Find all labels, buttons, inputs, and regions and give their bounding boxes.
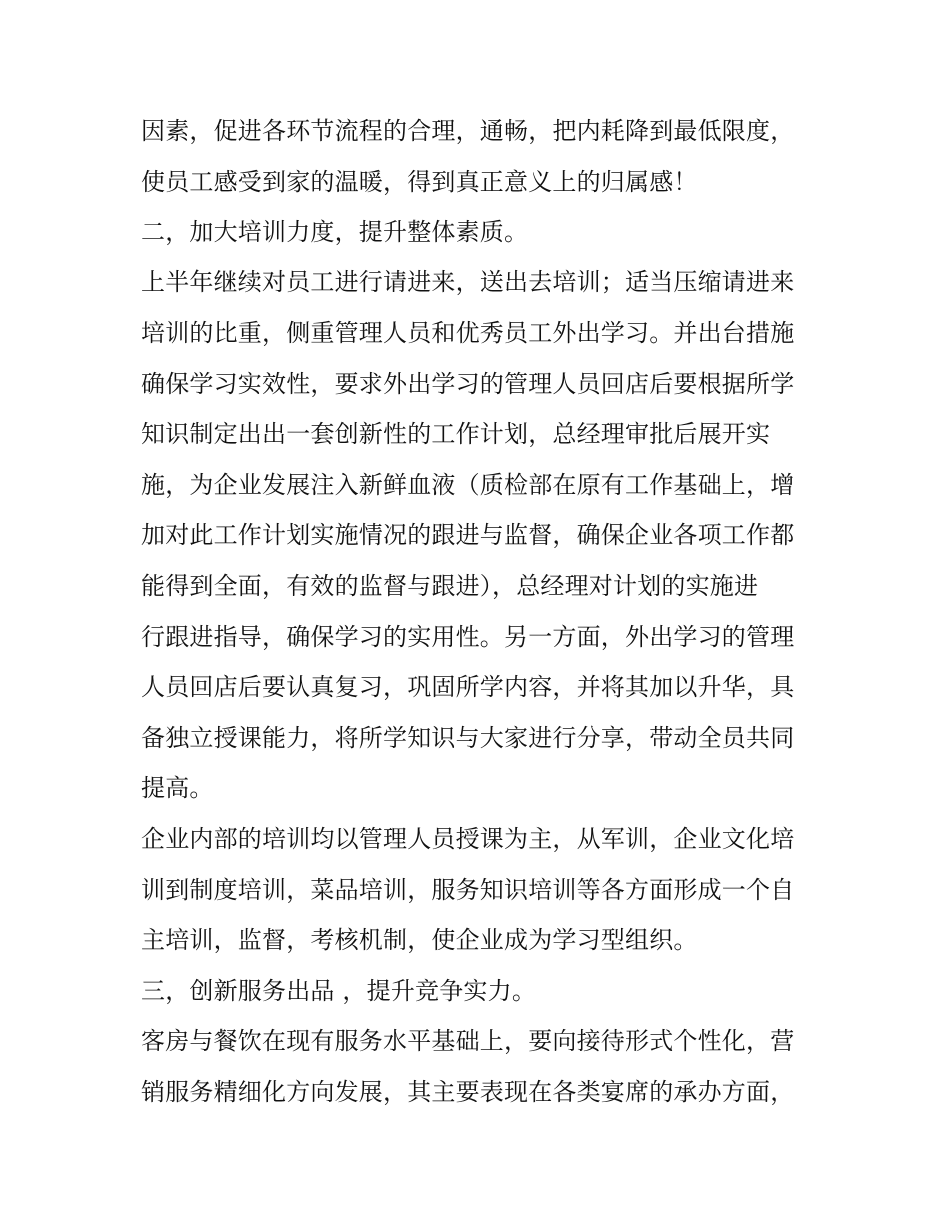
text-line: 施，为企业发展注入新鲜血液（质检部在原有工作基础上，增 bbox=[141, 471, 795, 499]
text-line: 训到制度培训，菜品培训，服务知识培训等各方面形成一个自 bbox=[141, 876, 795, 904]
text-line: 人员回店后要认真复习，巩固所学内容，并将其加以升华，具 bbox=[141, 673, 795, 701]
text-line: 备独立授课能力，将所学知识与大家进行分享，带动全员共同 bbox=[141, 724, 795, 752]
text-line: 确保学习实效性，要求外出学习的管理人员回店后要根据所学 bbox=[141, 370, 795, 398]
text-line: 客房与餐饮在现有服务水平基础上，要向接待形式个性化，营 bbox=[141, 1027, 795, 1055]
text-line: 培训的比重，侧重管理人员和优秀员工外出学习。并出台措施 bbox=[141, 319, 795, 347]
text-line: 企业内部的培训均以管理人员授课为主，从军训，企业文化培 bbox=[141, 825, 795, 853]
section-heading: 二，加大培训力度，提升整体素质。 bbox=[141, 218, 529, 246]
text-line: 能得到全面，有效的监督与跟进），总经理对计划的实施进 bbox=[141, 572, 759, 600]
text-line: 提高。 bbox=[141, 774, 214, 802]
section-heading: 三，创新服务出品 ，提升竞争实力。 bbox=[141, 977, 537, 1005]
text-line: 上半年继续对员工进行请进来，送出去培训；适当压缩请进来 bbox=[141, 268, 795, 296]
text-line: 因素，促进各环节流程的合理，通畅，把内耗降到最低限度， bbox=[141, 117, 795, 145]
text-line: 知识制定出出一套创新性的工作计划，总经理审批后展开实 bbox=[141, 420, 771, 448]
text-line: 行跟进指导，确保学习的实用性。另一方面，外出学习的管理 bbox=[141, 623, 795, 651]
text-line: 主培训，监督，考核机制，使企业成为学习型组织。 bbox=[141, 926, 698, 954]
text-line: 销服务精细化方向发展，其主要表现在各类宴席的承办方面， bbox=[141, 1078, 795, 1106]
text-line: 使员工感受到家的温暖，得到真正意义上的归属感！ bbox=[141, 168, 698, 196]
text-line: 加对此工作计划实施情况的跟进与监督，确保企业各项工作都 bbox=[141, 521, 795, 549]
